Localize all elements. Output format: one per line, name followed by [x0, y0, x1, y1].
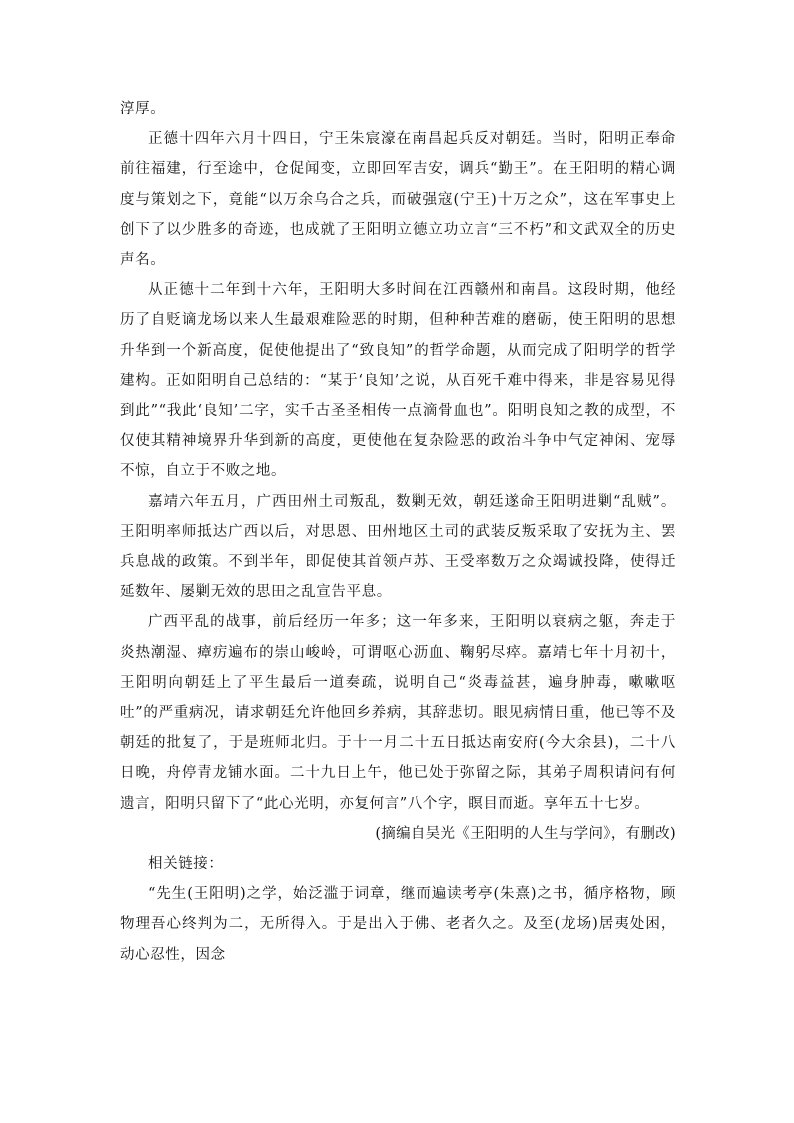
source-citation: (摘编自吴光《王阳明的人生与学问》，有删改) [375, 825, 676, 842]
paragraph-guangxi-tianzhou: 嘉靖六年五月，广西田州土司叛乱，数剿无效，朝廷遂命王阳明进剿“乱贼”。王阳明率师抵达广西以后，对思恩、田州地区土司的武装反叛采取了安抚为主、罢兵息战的政策。不到半年，即促使其首领卢苏、王受率数万之众竭诚投降，使得迁延数年、屡剿无效的思田之乱宣告平息。 [120, 493, 676, 601]
related-links-heading: 相关链接： [148, 856, 224, 873]
related-quote: “先生(王阳明)之学，始泛滥于词章，继而遍读考亭(朱熹)之书，循序格物，顾物理吾心终判为二，无所得入。于是出入于佛、老者久之。及至(龙场)居夷处困，动心忍性，因念 [120, 886, 676, 963]
paragraph-final-years: 广西平乱的战事，前后经历一年多；这一年多来，王阳明以衰病之躯，奔走于炎热潮湿、瘴疠遍布的崇山峻岭，可谓呕心沥血、鞠躬尽瘁。嘉靖七年十月初十，王阳明向朝廷上了平生最后一道奏疏，说明自己“炎毒益甚，遍身肿毒，嗽嗽呕吐”的严重病况，请求朝廷允许他回乡养病，其辞悲切。眼见病情日重，他已等不及朝廷的批复了，于是班师北归。于十一月二十五日抵达南安府(今大余县)，二十八日晚，舟停青龙铺水面。二十九日上午，他已处于弥留之际，其弟子周积请问有何遗言，阳明只留下了“此心光明，亦复何言”八个字，瞑目而逝。享年五十七岁。 [120, 614, 676, 812]
paragraph-continuation: 淳厚。 [120, 101, 166, 117]
document-page [120, 94, 676, 970]
paragraph-zhi-liangzhi: 从正德十二年到十六年，王阳明大多时间在江西赣州和南昌。这段时期，他经历了自贬谪龙场以来人生最艰难险恶的时期，但种种苦难的磨砺，使王阳明的思想升华到一个新高度，促使他提出了“致良知”的哲学命题，从而完成了阳明学的哲学建构。正如阳明自己总结的：“某于‘良知’之说，从百死千难中得来，非是容易见得到此”“我此‘良知’二字，实千古圣圣相传一点滴骨血也”。阳明良知之教的成型，不仅使其精神境界升华到新的高度，更使他在复杂险恶的政治斗争中气定神闲、宠辱不惊，自立于不败之地。 [120, 282, 676, 480]
paragraph-ningwang-rebellion: 正德十四年六月十四日，宁王朱宸濠在南昌起兵反对朝廷。当时，阳明正奉命前往福建，行至途中，仓促闻变，立即回军吉安，调兵“勤王”。在王阳明的精心调度与策划之下，竟能“以万余乌合之兵，而破强寇(宁王)十万之众”，这在军事史上创下了以少胜多的奇迹，也成就了王阳明立德立功立言“三不朽”和文武双全的历史声名。 [120, 131, 676, 269]
